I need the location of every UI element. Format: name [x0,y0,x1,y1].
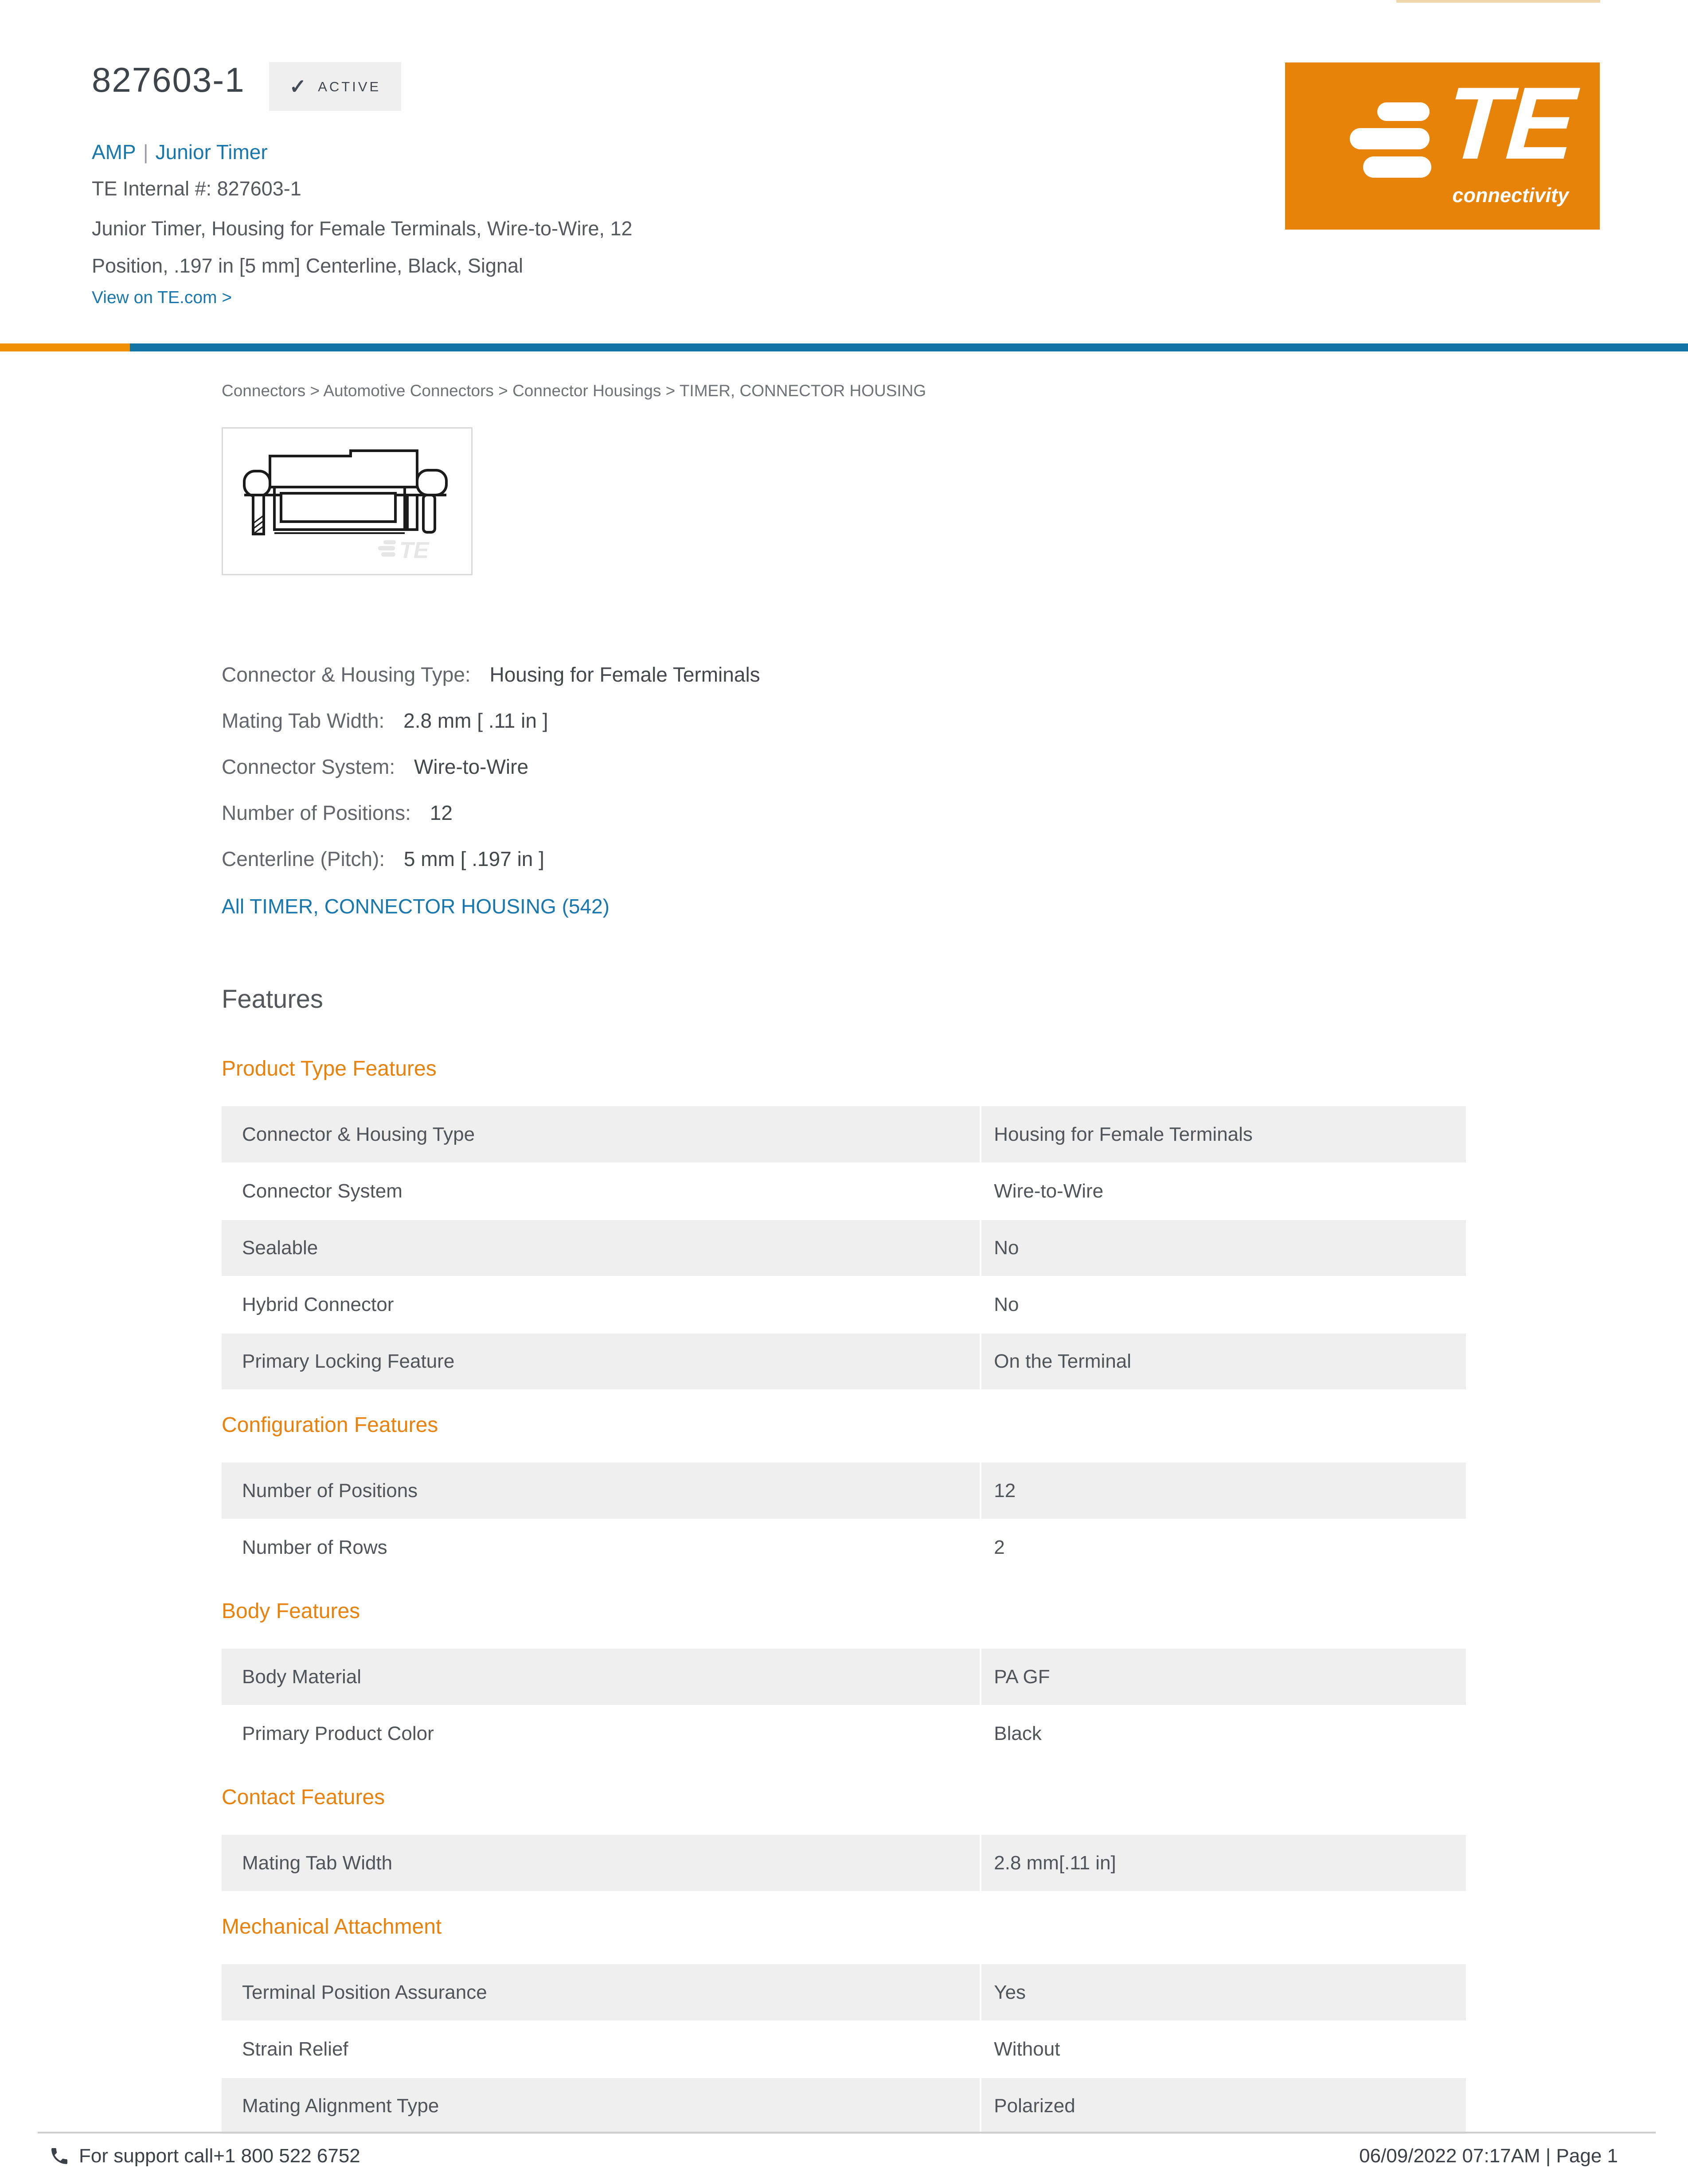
series-link-junior-timer[interactable]: Junior Timer [155,140,268,164]
row-label: Number of Positions [222,1462,981,1519]
features-table-product-type [222,1106,1466,1390]
table-row [222,1964,1466,2021]
brand-link-amp[interactable]: AMP [92,140,136,164]
spec-value: 2.8 mm [ .11 in ] [403,709,548,732]
row-label: Primary Product Color [222,1705,981,1762]
features-table-configuration [222,1462,1466,1576]
table-row [222,1462,1466,1519]
te-logo-bar-icon [1377,102,1430,121]
spec-row [222,651,1466,698]
row-value: No [981,1220,1466,1276]
row-label: Sealable [222,1220,981,1276]
row-label: Terminal Position Assurance [222,1964,981,2021]
table-row [222,1106,1466,1163]
table-row [222,2078,1466,2134]
footer-support [49,2145,360,2167]
table-row [222,2021,1466,2078]
all-products-link[interactable]: All TIMER, CONNECTOR HOUSING (542) [222,895,610,918]
features-title: Features [222,985,323,1014]
product-description-line1: Junior Timer, Housing for Female Terminals, Wire-to-Wire, 12 [92,217,633,240]
header-title-row [92,61,401,111]
row-value: PA GF [981,1649,1466,1705]
table-row [222,1333,1466,1390]
header-divider-bar [0,343,1688,351]
features-table-contact [222,1835,1466,1892]
status-badge-label: ACTIVE [318,78,381,94]
spec-value: 12 [430,801,453,824]
header-divider-orange-segment [0,343,130,351]
brand-line [92,140,268,164]
section-heading-body: Body Features [222,1599,360,1623]
row-label: Mating Alignment Type [222,2078,981,2134]
row-value: On the Terminal [981,1333,1466,1390]
section-heading-product-type: Product Type Features [222,1057,437,1080]
table-row [222,1649,1466,1705]
page-title-part-number: 827603-1 [92,60,245,99]
row-label: Number of Rows [222,1519,981,1576]
product-image [222,427,473,575]
view-on-te-link[interactable]: View on TE.com > [92,288,232,307]
row-label: Strain Relief [222,2021,981,2078]
spec-label: Centerline (Pitch): [222,847,385,870]
quick-specs-list [222,651,1466,882]
product-description-line2: Position, .197 in [5 mm] Centerline, Black, Signal [92,254,523,277]
te-logo-monogram: TE [1442,66,1577,181]
spec-label: Connector & Housing Type: [222,663,471,686]
row-value: Black [981,1705,1466,1762]
check-icon: ✓ [289,75,307,98]
table-row [222,1276,1466,1333]
spec-label: Connector System: [222,755,395,778]
row-value: Yes [981,1964,1466,2021]
te-logo [1285,62,1600,230]
top-accent-line [1396,0,1600,3]
table-row [222,1163,1466,1220]
product-description [92,210,633,285]
row-value: Wire-to-Wire [981,1163,1466,1220]
phone-icon [49,2145,70,2167]
spec-value: 5 mm [ .197 in ] [403,847,544,870]
section-heading-mechanical: Mechanical Attachment [222,1915,442,1938]
row-value: 2 [981,1519,1466,1576]
spec-row [222,744,1466,790]
te-watermark-icon [378,538,430,563]
spec-value: Housing for Female Terminals [489,663,760,686]
row-value: Housing for Female Terminals [981,1106,1466,1163]
te-logo-bar-icon [1350,128,1430,149]
spec-row [222,836,1466,882]
spec-label: Mating Tab Width: [222,709,385,732]
row-label: Mating Tab Width [222,1835,981,1892]
table-row [222,1705,1466,1762]
table-row [222,1835,1466,1892]
section-heading-configuration: Configuration Features [222,1413,438,1437]
row-label: Connector & Housing Type [222,1106,981,1163]
spec-label: Number of Positions: [222,801,411,824]
features-table-body [222,1649,1466,1763]
page-meta: 06/09/2022 07:17AM | Page 1 [1359,2145,1618,2167]
support-text: For support call+1 800 522 6752 [79,2145,360,2167]
spec-value: Wire-to-Wire [414,755,529,778]
row-label: Body Material [222,1649,981,1705]
row-value: Without [981,2021,1466,2078]
breadcrumb: Connectors > Automotive Connectors > Connector Housings > TIMER, CONNECTOR HOUSING [222,382,926,400]
table-row [222,1220,1466,1276]
brand-separator: | [143,140,148,164]
row-value: 12 [981,1462,1466,1519]
row-value: No [981,1276,1466,1333]
footer-divider [38,2132,1656,2133]
te-logo-bar-icon [1363,156,1431,178]
te-internal-number: TE Internal #: 827603-1 [92,177,301,200]
footer [49,2145,1618,2167]
row-label: Hybrid Connector [222,1276,981,1333]
status-badge [269,62,402,111]
section-heading-contact: Contact Features [222,1786,385,1809]
row-label: Connector System [222,1163,981,1220]
te-logo-tagline: connectivity [1452,184,1569,207]
row-value: Polarized [981,2078,1466,2134]
svg-text:TE: TE [399,538,429,563]
main-content [222,381,1466,2135]
row-label: Primary Locking Feature [222,1333,981,1390]
spec-row [222,790,1466,836]
table-row [222,1519,1466,1576]
row-value: 2.8 mm[.11 in] [981,1835,1466,1892]
features-table-mechanical [222,1964,1466,2135]
connector-line-drawing-icon [223,429,471,574]
spec-row [222,698,1466,744]
